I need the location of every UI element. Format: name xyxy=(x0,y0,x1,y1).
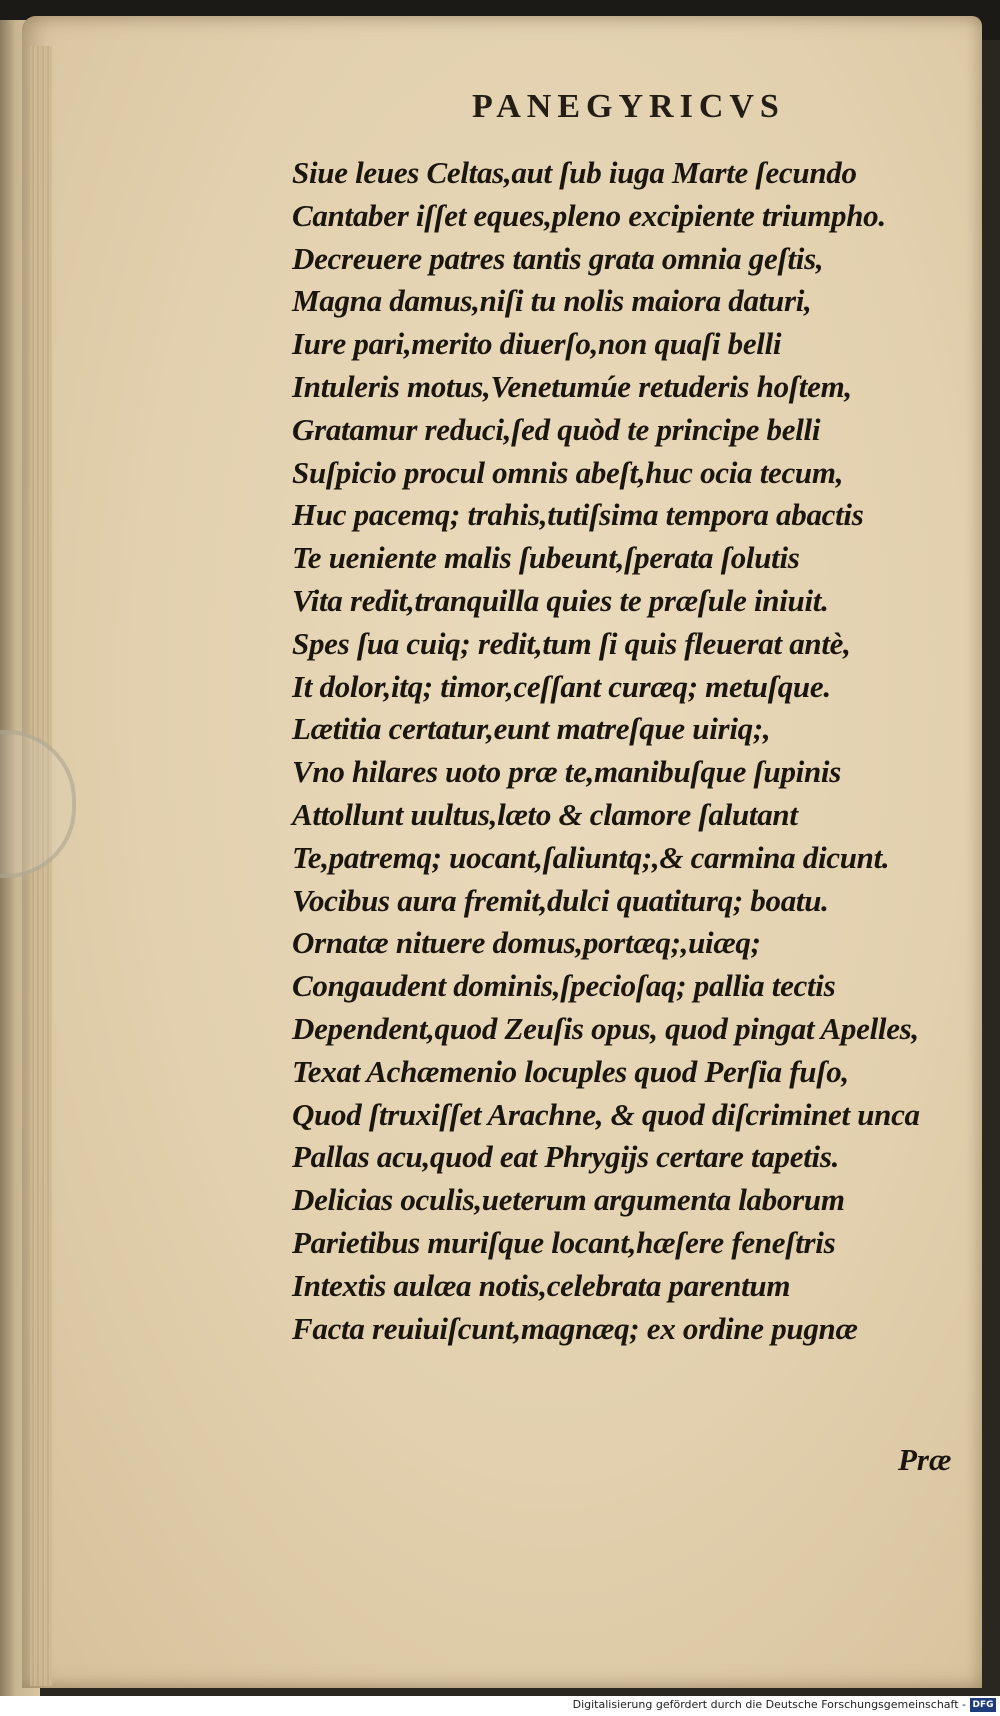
running-head: PANEGYRICVS xyxy=(472,88,785,125)
verse-line: Attollunt uultus,læto & clamore ſalutant xyxy=(292,796,798,832)
footer-credit: Digitalisierung gefördert durch die Deutsche Forschungsgemeinschaft - xyxy=(572,1698,966,1711)
verse-line: Ornatæ nituere domus,portæq;,uiæq; xyxy=(292,925,761,961)
verse-line: Te,patremq; uocant,ſaliuntq;,& carmina dicunt. xyxy=(292,839,890,875)
verse-line: Vno hilares uoto præ te,manibuſque ſupinis xyxy=(292,754,841,790)
verse-line: Magna damus,niſi tu nolis maiora daturi, xyxy=(292,283,812,319)
verse-line: Lætitia certatur,eunt matreſque uiriq;, xyxy=(292,711,771,747)
verse-line: Te ueniente malis ſubeunt,ſperata ſolutis xyxy=(292,540,800,576)
verse-line: Quod ſtruxiſſet Arachne, & quod diſcriminet unca xyxy=(292,1096,920,1132)
verse-line: Siue leues Celtas,aut ſub iuga Marte ſecundo xyxy=(292,155,857,190)
verse-block xyxy=(292,152,972,1350)
verse-line: Intextis aulæa notis,celebrata parentum xyxy=(292,1267,791,1303)
verse-line: Iure pari,merito diuerſo,non quaſi belli xyxy=(292,326,782,362)
verse-line: Texat Achæmenio locuples quod Perſia fuſo, xyxy=(292,1053,849,1089)
verse-line: Spes ſua cuiq; redit,tum ſi quis fleuerat antè, xyxy=(292,625,851,661)
verse-line: Decreuere patres tantis grata omnia geſtis, xyxy=(292,240,824,276)
verse-line: Huc pacemq; trahis,tutiſsima tempora abactis xyxy=(292,497,864,533)
show-through-text xyxy=(140,775,270,845)
verse-line: Facta reuiuiſcunt,magnæq; ex ordine pugnæ xyxy=(292,1310,858,1346)
verse-line: Cantaber iſſet eques,pleno excipiente triumpho. xyxy=(292,197,886,233)
footer-bar xyxy=(0,1696,1000,1716)
verse-line: Pallas acu,quod eat Phrygijs certare tapetis. xyxy=(292,1139,840,1175)
verse-line: Gratamur reduci,ſed quòd te principe belli xyxy=(292,411,821,447)
verse-line: Delicias oculis,ueterum argumenta laborum xyxy=(292,1182,845,1218)
verse-line: Suſpicio procul omnis abeſt,huc ocia tecum, xyxy=(292,454,844,490)
verse-line: Vita redit,tranquilla quies te præſule iniuit. xyxy=(292,582,829,618)
verse-line: Parietibus muriſque locant,hæſere feneſtris xyxy=(292,1224,836,1260)
verse-line: Intuleris motus,Venetumúe retuderis hoſtem, xyxy=(292,368,852,404)
verse-line: Dependent,quod Zeuſis opus, quod pingat Apelles, xyxy=(292,1010,919,1046)
verse-line: Congaudent dominis,ſpecioſaq; pallia tectis xyxy=(292,968,836,1004)
verse-line: It dolor,itq; timor,ceſſant curæq; metuſque. xyxy=(292,668,831,704)
dfg-logo-icon: DFG xyxy=(970,1698,996,1712)
catchword: Præ xyxy=(898,1442,952,1477)
verse-line: Vocibus aura fremit,dulci quatiturq; boatu. xyxy=(292,882,829,918)
